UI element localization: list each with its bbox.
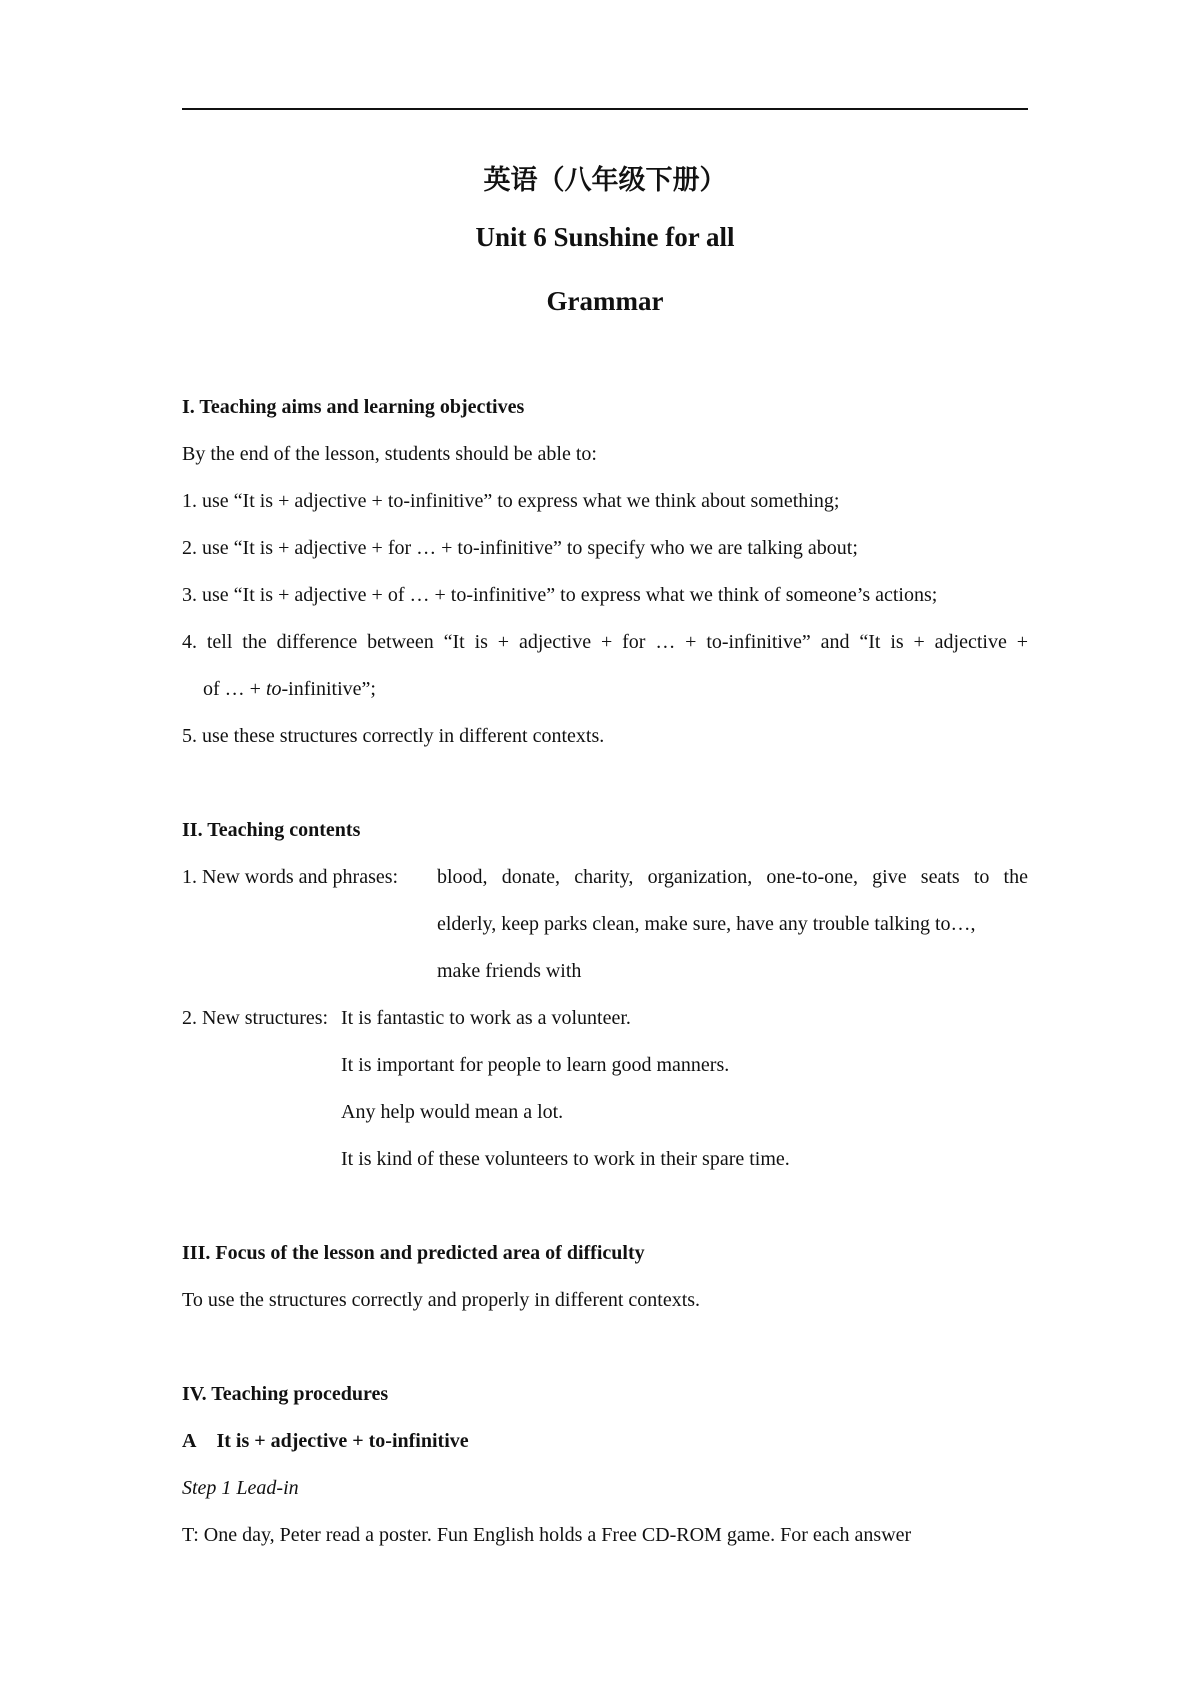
structures-label: 2. New structures: <box>182 1007 329 1029</box>
objective-item: 3. use “It is + adjective + of … + to-infinitive” to express what we think of someone’s actions; <box>182 584 938 606</box>
section-1-heading: I. Teaching aims and learning objectives <box>182 396 525 418</box>
words-line: make friends with <box>437 960 582 982</box>
document-title-cn: 英语（八年级下册） <box>483 165 727 196</box>
objective-item: 1. use “It is + adjective + to-infinitive” to express what we think about something; <box>182 490 840 512</box>
structure-sentence: It is kind of these volunteers to work in their spare time. <box>341 1148 790 1170</box>
continuation-italic: to <box>265 678 282 700</box>
subsection-a-heading: A It is + adjective + to-infinitive <box>182 1430 469 1452</box>
section-4-text: T: One day, Peter read a poster. Fun English holds a Free CD-ROM game. For each answer <box>182 1524 912 1546</box>
section-4-heading: IV. Teaching procedures <box>182 1383 389 1405</box>
words-line: blood, donate, charity, organization, one-to-one, give seats to the <box>437 866 1028 888</box>
structure-sentence: It is fantastic to work as a volunteer. <box>341 1007 631 1029</box>
section-3-heading: III. Focus of the lesson and predicted area of difficulty <box>182 1242 645 1264</box>
words-label: 1. New words and phrases: <box>182 866 399 888</box>
section-2-heading: II. Teaching contents <box>182 819 361 841</box>
step-title <box>182 1475 1028 1501</box>
structure-sentence: It is important for people to learn good manners. <box>341 1054 730 1076</box>
unit-title: Unit 6 Sunshine for all <box>475 222 735 252</box>
header-rule <box>182 108 1028 110</box>
objective-item: 4. tell the difference between “It is + adjective + for … + to-infinitive” and “It is + adjective + <box>182 631 1028 653</box>
step-title-text: Step 1 Lead-in <box>182 1477 299 1499</box>
section-3-text: To use the structures correctly and properly in different contexts. <box>182 1289 701 1311</box>
structure-sentence: Any help would mean a lot. <box>341 1101 564 1123</box>
continuation-text: of … + <box>203 678 266 700</box>
lesson-type-title: Grammar <box>546 286 664 316</box>
objective-item: 2. use “It is + adjective + for … + to-infinitive” to specify who we are talking about; <box>182 537 858 559</box>
objective-item-continuation <box>203 676 1049 702</box>
continuation-text: -infinitive”; <box>281 678 376 700</box>
section-1-intro: By the end of the lesson, students should be able to: <box>182 443 597 465</box>
words-line: elderly, keep parks clean, make sure, have any trouble talking to…, <box>437 913 976 935</box>
objective-item: 5. use these structures correctly in different contexts. <box>182 725 605 747</box>
